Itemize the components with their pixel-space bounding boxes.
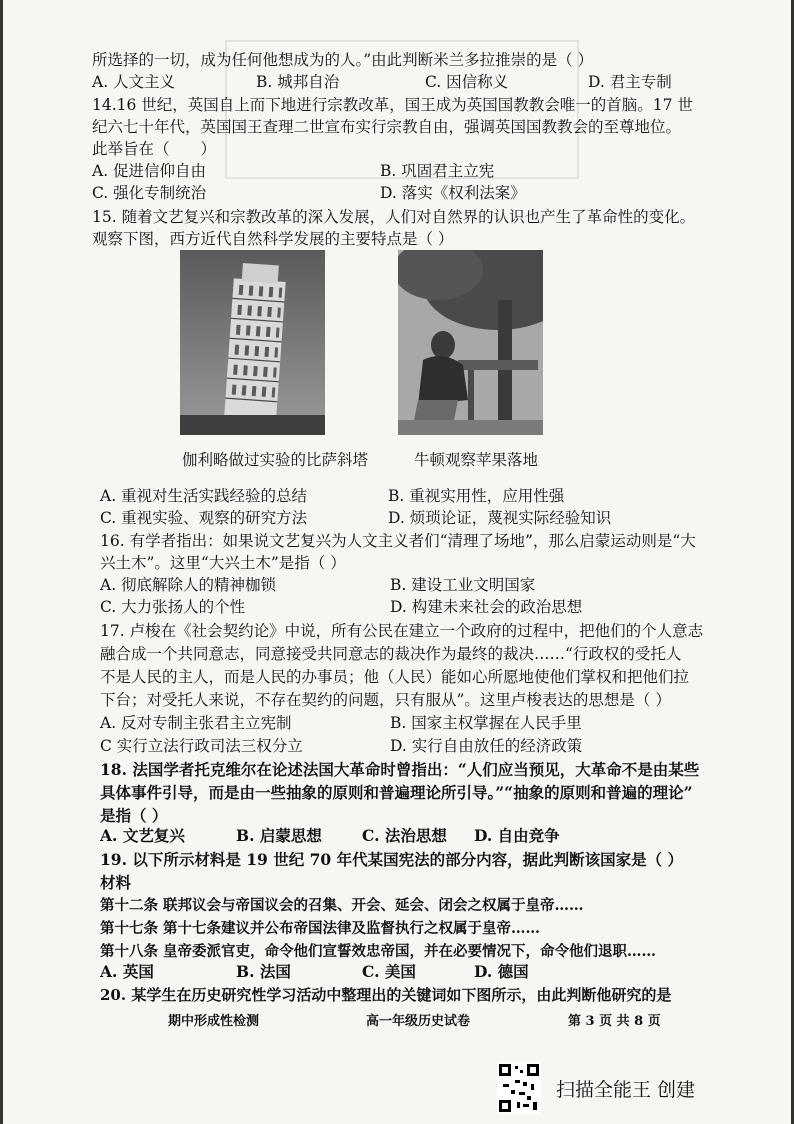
q17-option-b: B. 国家主权掌握在人民手里 [390,714,582,732]
footer-paper-title: 高一年级历史试卷 [366,1014,471,1029]
material-article-12: 第十二条 联邦议会与帝国议会的召集、开会、延会、闭会之权属于皇帝…… [100,897,584,914]
newton-apple-photo [398,250,543,435]
q18-option-a: A. 文艺复兴 [100,826,185,845]
q16-option-a: A. 彻底解除人的精神枷锁 [100,576,277,594]
material-article-18: 第十八条 皇帝委派官吏，命令他们宣誓效忠帝国，并在必要情况下，命令他们退职…… [100,943,657,960]
question-17-line-1: 17. 卢梭在《社会契约论》中说，所有公民在建立一个政府的过程中，把他们的个人意志 [100,622,704,640]
question-15-line-2: 观察下图，西方近代自然科学发展的主要特点是（ ） [92,230,454,248]
footer-exam-name: 期中形成性检测 [168,1014,260,1029]
q19-option-b: B. 法国 [236,962,291,981]
q18-option-c: C. 法治思想 [362,826,447,845]
q15-option-a: A. 重视对生活实践经验的总结 [100,487,308,505]
newton-caption: 牛顿观察苹果落地 [414,451,539,469]
q15-option-d: D. 烦琐论证，蔑视实际经验知识 [388,509,612,527]
qr-code-icon [497,1062,541,1114]
tower-caption: 伽利略做过实验的比萨斜塔 [182,451,369,469]
q19-option-c: C. 美国 [362,962,416,981]
q18-option-b: B. 启蒙思想 [236,826,322,845]
question-16-line-1: 16. 有学者指出：如果说文艺复兴为人文主义者们“清理了场地”，那么启蒙运动则是“大 [100,532,696,550]
question-14-line-1: 14.16 世纪，英国自上而下地进行宗教改革，国王成为英国国教教会唯一的首脑。17 世 [92,96,693,114]
question-16-line-2: 兴土木”。这里“大兴土木”是指（ ） [100,554,346,572]
q15-option-c: C. 重视实验、观察的研究方法 [100,509,308,527]
scanner-watermark: 扫描全能王 创建 [556,1079,696,1101]
newton-apple-illustration [398,250,543,435]
question-17-line-2: 融合成一个共同意志，同意接受共同意志的裁决作为最终的裁决……“行政权的受托人 [100,645,682,663]
q19-option-a: A. 英国 [100,962,154,981]
leaning-tower-photo [180,250,325,435]
q13-option-b: B. 城邦自治 [256,73,340,91]
q13-option-d: D. 君主专制 [588,73,672,91]
q14-option-c: C. 强化专制统治 [92,184,207,202]
q17-option-c: C 实行立法行政司法三权分立 [100,737,303,755]
material-heading: 材料 [100,873,132,892]
question-13-tail: 所选择的一切，成为任何他想成为的人。”由此判断米兰多拉推崇的是（ ） [92,51,594,69]
q13-option-a: A. 人文主义 [92,73,176,91]
question-20-line-1: 20. 某学生在历史研究性学习活动中整理出的关键词如下图所示，由此判断他研究的是 [100,986,672,1004]
q16-option-d: D. 构建未来社会的政治思想 [390,598,583,616]
question-15-line-1: 15. 随着文艺复兴和宗教改革的深入发展，人们对自然界的认识也产生了革命性的变化。 [92,208,696,226]
q17-option-a: A. 反对专制主张君主立宪制 [100,714,292,732]
q14-option-d: D. 落实《权利法案》 [380,184,526,202]
question-17-line-3: 不是人民的主人，而是人民的办事员；他（人民）能如心所愿地使他们掌权和把他们拉 [100,668,690,686]
question-18-line-2: 具体事件引导，而是由一些抽象的原则和普遍理论所引导。”“抽象的原则和普遍的理论” [100,783,693,802]
scan-edge-left [0,0,3,1124]
question-17-line-4: 下台；对受托人来说，不存在契约的问题，只有服从”。这里卢梭表达的思想是（ ） [100,691,671,709]
question-14-line-3: 此举旨在（ ） [92,140,217,158]
question-18-line-3: 是指（ ） [100,806,168,825]
q16-option-c: C. 大力张扬人的个性 [100,598,246,616]
q14-option-b: B. 巩固君主立宪 [380,162,495,180]
footer-page-number: 第 3 页 共 8 页 [568,1014,661,1029]
q17-option-d: D. 实行自由放任的经济政策 [390,737,583,755]
leaning-tower-illustration [180,250,325,435]
q14-option-a: A. 促进信仰自由 [92,162,207,180]
q18-option-d: D. 自由竞争 [474,826,560,845]
question-14-line-2: 纪六七十年代，英国国王查理二世宣布实行宗教自由，强调英国国教教会的至尊地位。 [92,118,682,136]
material-article-17: 第十七条 第十七条建议并公布帝国法律及监督执行之权属于皇帝…… [100,920,541,937]
q15-option-b: B. 重视实用性，应用性强 [388,487,565,505]
question-18-line-1: 18. 法国学者托克维尔在论述法国大革命时曾指出：“人们应当预见，大革命不是由某些 [100,760,700,779]
question-19-line-1: 19. 以下所示材料是 19 世纪 70 年代某国宪法的部分内容，据此判断该国家是（ ） [100,850,683,869]
q13-option-c: C. 因信称义 [425,73,509,91]
q19-option-d: D. 德国 [474,962,529,981]
q16-option-b: B. 建设工业文明国家 [390,576,536,594]
